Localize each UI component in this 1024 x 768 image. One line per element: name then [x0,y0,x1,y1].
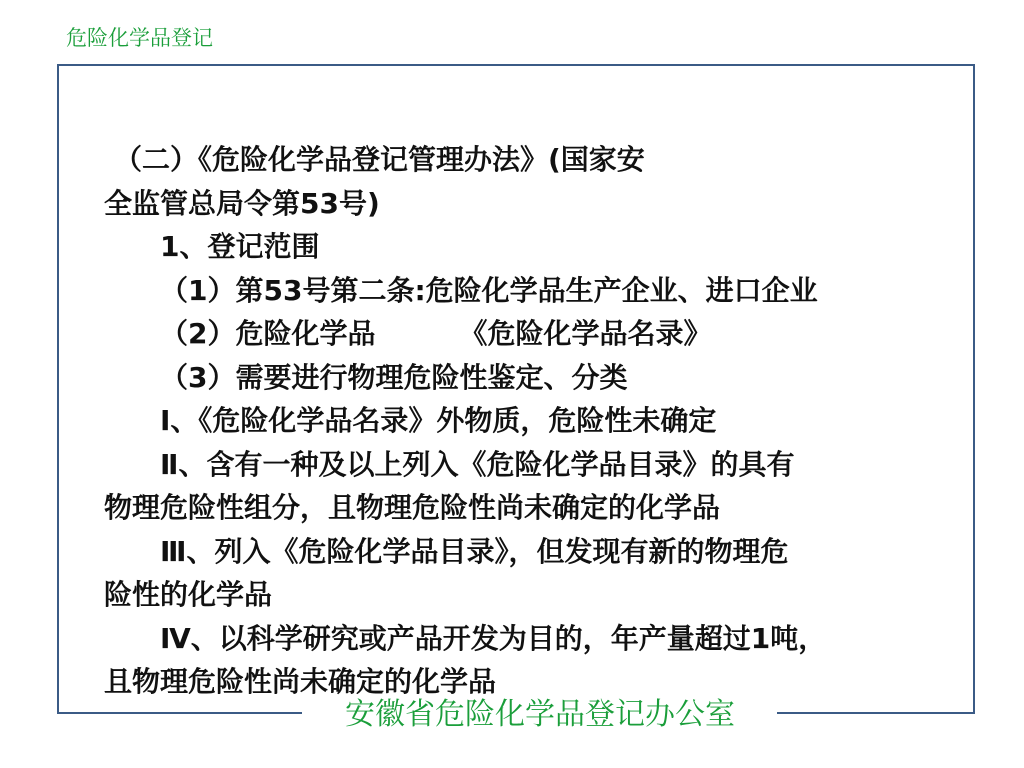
body-line-10: Ⅲ、列入《危险化学品目录》，但发现有新的物理危 [160,534,789,568]
body-line-8: Ⅱ、含有一种及以上列入《危险化学品目录》的具有 [160,447,795,481]
footer-title: 安徽省危险化学品登记办公室 [345,697,735,732]
frame-bottom-line-right [777,712,975,714]
body-line-1: （二）《危险化学品登记管理办法》(国家安 [114,143,645,176]
body-line-5 [104,312,964,356]
header-label: 危险化学品登记 [66,26,213,50]
body-line-7: Ⅰ、《危险化学品名录》外物质，危险性未确定 [160,404,717,437]
slide-body [104,138,964,704]
body-line-5-part-a: （2）危险化学品 [160,317,376,350]
body-line-11: 险性的化学品 [104,578,273,611]
body-line-12: Ⅳ、以科学研究或产品开发为目的，年产量超过1吨， [160,621,827,655]
body-line-6: （3）需要进行物理危险性鉴定、分类 [160,360,628,394]
body-line-5-part-b: 《危险化学品名录》 [459,317,712,350]
body-line-3: 1、登记范围 [160,230,320,263]
frame-bottom-line-left [57,712,302,714]
body-line-2: 全监管总局令第53号) [104,186,380,220]
body-line-9: 物理危险性组分，且物理危险性尚未确定的化学品 [104,491,721,524]
body-line-4: （1）第53号第二条:危险化学品生产企业、进口企业 [160,273,818,307]
body-line-13: 且物理危险性尚未确定的化学品 [104,665,497,698]
